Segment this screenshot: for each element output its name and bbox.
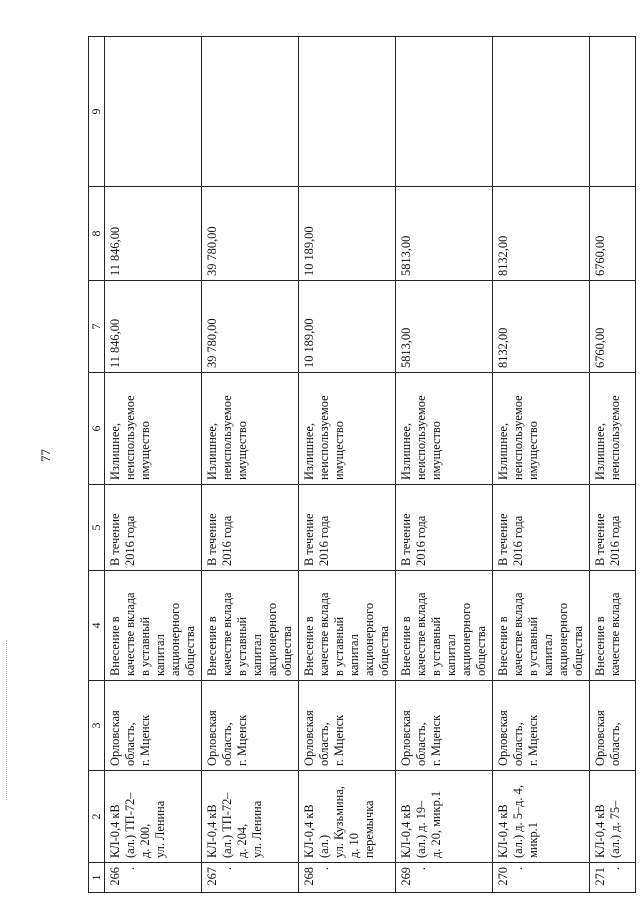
object-address: Орловская область,: [590, 681, 636, 771]
value-col7: 39 780,00: [202, 281, 299, 373]
row-number: 269.: [396, 863, 493, 893]
privatization-reason: Излишнее, неиспользуемое имущество: [493, 373, 590, 485]
value-col7: 8132,00: [493, 281, 590, 373]
table-row: [299, 37, 396, 893]
value-col8: 10 189,00: [299, 187, 396, 281]
header-cell: 5: [89, 485, 105, 571]
value-col8: 39 780,00: [202, 187, 299, 281]
privatization-method: Внесение в качестве вклада в уставный капитал акционерного общества: [299, 571, 396, 681]
header-cell: 6: [89, 373, 105, 485]
privatization-term: В течение 2016 года: [396, 485, 493, 571]
value-col7: 10 189,00: [299, 281, 396, 373]
privatization-reason: Излишнее, неиспользуемое имущество: [396, 373, 493, 485]
note-col9: [396, 37, 493, 187]
object-address: Орловская область, г. Мценск: [202, 681, 299, 771]
row-number: 266.: [105, 863, 202, 893]
privatization-term: В течение 2016 года: [202, 485, 299, 571]
object-name: КЛ-0,4 кВ (ал.) д. 75–: [590, 771, 636, 863]
privatization-reason: Излишнее, неиспользуемое: [590, 373, 636, 485]
object-address: Орловская область, г. Мценск: [105, 681, 202, 771]
privatization-term: В течение 2016 года: [493, 485, 590, 571]
note-col9: [493, 37, 590, 187]
header-cell: 3: [89, 681, 105, 771]
note-col9: [105, 37, 202, 187]
table-row: [202, 37, 299, 893]
privatization-reason: Излишнее, неиспользуемое имущество: [202, 373, 299, 485]
row-number: 268.: [299, 863, 396, 893]
table-row: [396, 37, 493, 893]
page-number: 77: [38, 449, 53, 462]
value-col8: 11 846,00: [105, 187, 202, 281]
value-col7: 5813,00: [396, 281, 493, 373]
table-row: [590, 37, 636, 893]
value-col8: 6760,00: [590, 187, 636, 281]
object-name: КЛ-0,4 кВ (ал.) ТП-72– д. 200, ул. Ленина: [105, 771, 202, 863]
table-header-row: [89, 37, 105, 893]
privatization-term: В течение 2016 года: [590, 485, 636, 571]
margin-marks: [6, 640, 9, 800]
row-number: 270.: [493, 863, 590, 893]
header-cell: 8: [89, 187, 105, 281]
object-name: КЛ-0,4 кВ (ал.) д. 5–д. 4, микр.1: [493, 771, 590, 863]
object-address: Орловская область, г. Мценск: [493, 681, 590, 771]
privatization-method: Внесение в качестве вклада: [590, 571, 636, 681]
object-name: КЛ-0,4 кВ (ал.) ул. Кузьмина, д. 10 перемычка: [299, 771, 396, 863]
privatization-reason: Излишнее, неиспользуемое имущество: [105, 373, 202, 485]
property-table: [88, 36, 636, 893]
rotated-table-container: [88, 37, 636, 893]
row-number: 271.: [590, 863, 636, 893]
value-col8: 5813,00: [396, 187, 493, 281]
object-address: Орловская область, г. Мценск: [396, 681, 493, 771]
header-cell: 4: [89, 571, 105, 681]
privatization-method: Внесение в качестве вклада в уставный капитал акционерного общества: [396, 571, 493, 681]
table-row: [105, 37, 202, 893]
value-col7: 11 846,00: [105, 281, 202, 373]
header-cell: 2: [89, 771, 105, 863]
header-cell: 1: [89, 863, 105, 893]
privatization-method: Внесение в качестве вклада в уставный капитал акционерного общества: [105, 571, 202, 681]
table-row: [493, 37, 590, 893]
privatization-method: Внесение в качестве вклада в уставный капитал акционерного общества: [493, 571, 590, 681]
object-name: КЛ-0,4 кВ (ал.) ТП-72– д. 204, ул. Ленина: [202, 771, 299, 863]
privatization-reason: Излишнее, неиспользуемое имущество: [299, 373, 396, 485]
value-col7: 6760,00: [590, 281, 636, 373]
object-name: КЛ-0,4 кВ (ал.) д. 19– д. 20, микр.1: [396, 771, 493, 863]
header-cell: 9: [89, 37, 105, 187]
privatization-term: В течение 2016 года: [299, 485, 396, 571]
value-col8: 8132,00: [493, 187, 590, 281]
note-col9: [590, 37, 636, 187]
row-number: 267.: [202, 863, 299, 893]
privatization-method: Внесение в качестве вклада в уставный капитал акционерного общества: [202, 571, 299, 681]
privatization-term: В течение 2016 года: [105, 485, 202, 571]
note-col9: [299, 37, 396, 187]
object-address: Орловская область, г. Мценск: [299, 681, 396, 771]
note-col9: [202, 37, 299, 187]
header-cell: 7: [89, 281, 105, 373]
